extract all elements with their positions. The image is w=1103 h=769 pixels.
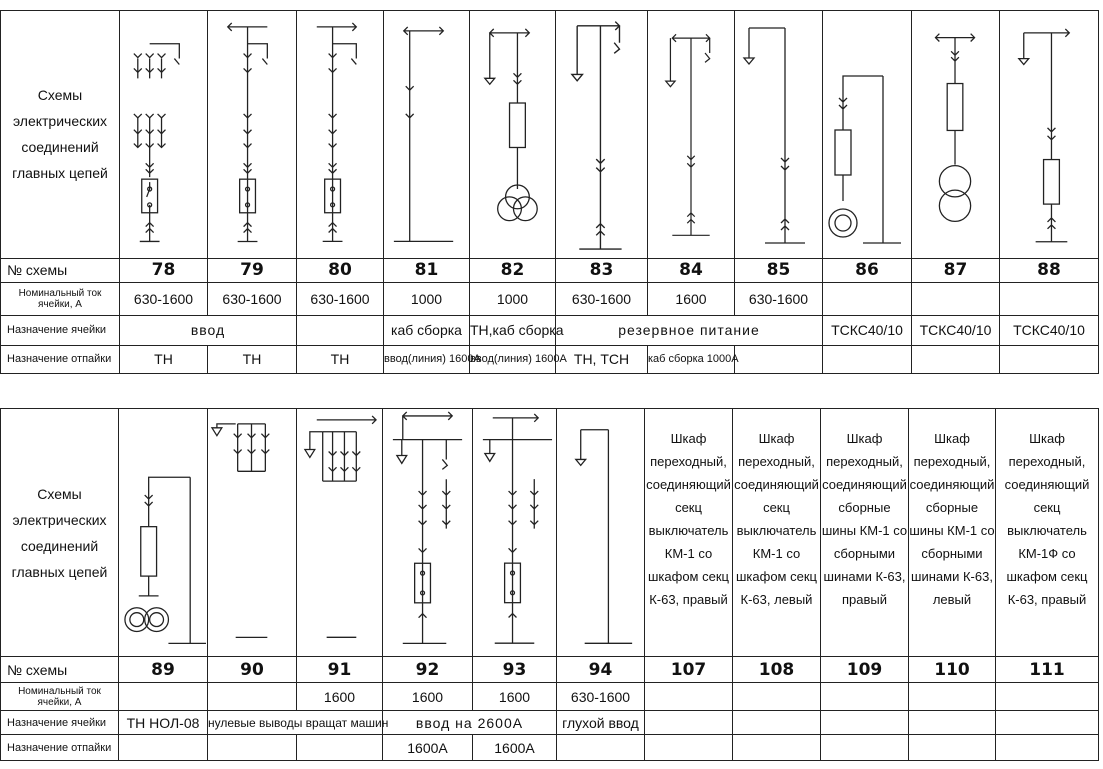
schemes-header-label: Схемы электрических соединений главных цепей	[1, 409, 119, 657]
scheme-number: 107	[645, 657, 733, 683]
scheme-number: 82	[470, 258, 556, 282]
cell-purpose-row	[1, 315, 1099, 345]
scheme-diagram-83	[556, 11, 648, 259]
tap-purpose-value	[735, 345, 823, 373]
scheme-table-1	[0, 10, 1099, 374]
tap-purpose-value	[645, 735, 733, 761]
scheme-diagram-93	[473, 409, 557, 657]
tap-purpose-value	[823, 345, 912, 373]
scheme-number: 111	[996, 657, 1099, 683]
scheme-description-107: Шкаф переходный, соединяющий секц выключатель КМ-1 со шкафом секц К-63, правый	[645, 409, 733, 657]
scheme-table-2	[0, 408, 1099, 761]
scheme-number: 110	[909, 657, 996, 683]
cell-purpose-value: ввод	[120, 315, 297, 345]
scheme-number: 108	[733, 657, 821, 683]
scheme-number: 78	[120, 258, 208, 282]
scheme-diagram-82	[470, 11, 556, 259]
rated-current-value	[733, 683, 821, 711]
scheme-number-row	[1, 657, 1099, 683]
rated-current-value	[996, 683, 1099, 711]
cell-purpose-value: ТСКС40/10	[1000, 315, 1099, 345]
cell-purpose-label: Назначение ячейки	[1, 315, 120, 345]
rated-current-value: 630-1600	[120, 282, 208, 315]
cell-purpose-label: Назначение ячейки	[1, 711, 119, 735]
cell-purpose-value: ТСКС40/10	[912, 315, 1000, 345]
scheme-number-label: № схемы	[1, 258, 120, 282]
rated-current-value: 630-1600	[208, 282, 297, 315]
scheme-number: 88	[1000, 258, 1099, 282]
tap-purpose-label: Назначение отпайки	[1, 735, 119, 761]
scheme-diagram-86	[823, 11, 912, 259]
cell-purpose-value	[645, 711, 733, 735]
tap-purpose-value: ТН	[120, 345, 208, 373]
scheme-diagram-90	[208, 409, 297, 657]
tap-purpose-value	[996, 735, 1099, 761]
scheme-number: 87	[912, 258, 1000, 282]
rated-current-value: 1000	[384, 282, 470, 315]
cell-purpose-value	[821, 711, 909, 735]
cell-purpose-value: ТН,каб сборка	[470, 315, 556, 345]
rated-current-value	[645, 683, 733, 711]
cell-purpose-value	[297, 315, 384, 345]
scheme-number: 80	[297, 258, 384, 282]
scheme-number: 109	[821, 657, 909, 683]
scheme-number: 93	[473, 657, 557, 683]
scheme-number: 89	[119, 657, 208, 683]
tap-purpose-label: Назначение отпайки	[1, 345, 120, 373]
cell-purpose-value: резервное питание	[556, 315, 823, 345]
cell-purpose-value: ТСКС40/10	[823, 315, 912, 345]
tap-purpose-value: ввод(линия) 1600А	[470, 345, 556, 373]
scheme-diagram-84	[648, 11, 735, 259]
rated-current-value	[823, 282, 912, 315]
tap-purpose-value: 1600А	[383, 735, 473, 761]
cell-purpose-value: глухой ввод	[557, 711, 645, 735]
tap-purpose-value: ТН	[208, 345, 297, 373]
rated-current-value: 630-1600	[556, 282, 648, 315]
rated-current-value: 1600	[648, 282, 735, 315]
rated-current-row	[1, 683, 1099, 711]
scheme-number: 83	[556, 258, 648, 282]
tap-purpose-value: ТН, ТСН	[556, 345, 648, 373]
scheme-number-label: № схемы	[1, 657, 119, 683]
tap-purpose-value	[557, 735, 645, 761]
scheme-diagram-87	[912, 11, 1000, 259]
tap-purpose-value	[1000, 345, 1099, 373]
tap-purpose-value	[297, 735, 383, 761]
rated-current-value: 630-1600	[735, 282, 823, 315]
tap-purpose-value	[909, 735, 996, 761]
scheme-number: 81	[384, 258, 470, 282]
tap-purpose-value: ввод(линия) 1600А	[384, 345, 470, 373]
rated-current-value	[912, 282, 1000, 315]
schemes-row	[1, 11, 1099, 259]
scheme-number: 94	[557, 657, 645, 683]
scheme-diagram-80	[297, 11, 384, 259]
scheme-description-111: Шкаф переходный, соединяющий секц выключатель КМ-1Ф со шкафом секц К-63, правый	[996, 409, 1099, 657]
rated-current-value	[1000, 282, 1099, 315]
scheme-number: 92	[383, 657, 473, 683]
scheme-diagram-92	[383, 409, 473, 657]
rated-current-value: 1600	[297, 683, 383, 711]
scheme-diagram-94	[557, 409, 645, 657]
tap-purpose-value: 1600А	[473, 735, 557, 761]
scheme-diagram-79	[208, 11, 297, 259]
cell-purpose-value	[909, 711, 996, 735]
rated-current-value: 1600	[383, 683, 473, 711]
scheme-number: 79	[208, 258, 297, 282]
rated-current-label: Номинальный ток ячейки, А	[1, 683, 119, 711]
scheme-number: 91	[297, 657, 383, 683]
rated-current-value	[821, 683, 909, 711]
cell-purpose-row	[1, 711, 1099, 735]
scheme-description-109: Шкаф переходный, соединяющий сборные шины КМ-1 со сборными шинами К-63, правый	[821, 409, 909, 657]
scheme-number: 85	[735, 258, 823, 282]
scheme-diagram-88	[1000, 11, 1099, 259]
rated-current-value	[909, 683, 996, 711]
scheme-diagram-78	[120, 11, 208, 259]
tap-purpose-value	[119, 735, 208, 761]
rated-current-value: 630-1600	[297, 282, 384, 315]
cell-purpose-value: каб сборка	[384, 315, 470, 345]
rated-current-value: 630-1600	[557, 683, 645, 711]
tap-purpose-value: ТН	[297, 345, 384, 373]
rated-current-value	[208, 683, 297, 711]
scheme-number: 84	[648, 258, 735, 282]
rated-current-row	[1, 282, 1099, 315]
tap-purpose-value	[821, 735, 909, 761]
scheme-diagram-85	[735, 11, 823, 259]
scheme-diagram-89	[119, 409, 208, 657]
rated-current-value: 1000	[470, 282, 556, 315]
rated-current-value	[119, 683, 208, 711]
schemes-row	[1, 409, 1099, 657]
scheme-number: 86	[823, 258, 912, 282]
cell-purpose-value	[733, 711, 821, 735]
tap-purpose-value	[208, 735, 297, 761]
cell-purpose-value: нулевые выводы вращат машин	[208, 711, 383, 735]
rated-current-label: Номинальный ток ячейки, А	[1, 282, 120, 315]
scheme-number-row	[1, 258, 1099, 282]
scheme-description-110: Шкаф переходный, соединяющий сборные шины КМ-1 со сборными шинами К-63, левый	[909, 409, 996, 657]
scheme-diagram-81	[384, 11, 470, 259]
scheme-number: 90	[208, 657, 297, 683]
rated-current-value: 1600	[473, 683, 557, 711]
tap-purpose-value: каб сборка 1000А	[648, 345, 735, 373]
schemes-header-label: Схемы электрических соединений главных цепей	[1, 11, 120, 259]
cell-purpose-value	[996, 711, 1099, 735]
tap-purpose-value	[733, 735, 821, 761]
cell-purpose-value: ввод на 2600А	[383, 711, 557, 735]
tap-purpose-row	[1, 345, 1099, 373]
scheme-diagram-91	[297, 409, 383, 657]
cell-purpose-value: ТН НОЛ-08	[119, 711, 208, 735]
tap-purpose-value	[912, 345, 1000, 373]
scheme-description-108: Шкаф переходный, соединяющий секц выключатель КМ-1 со шкафом секц К-63, левый	[733, 409, 821, 657]
tap-purpose-row	[1, 735, 1099, 761]
